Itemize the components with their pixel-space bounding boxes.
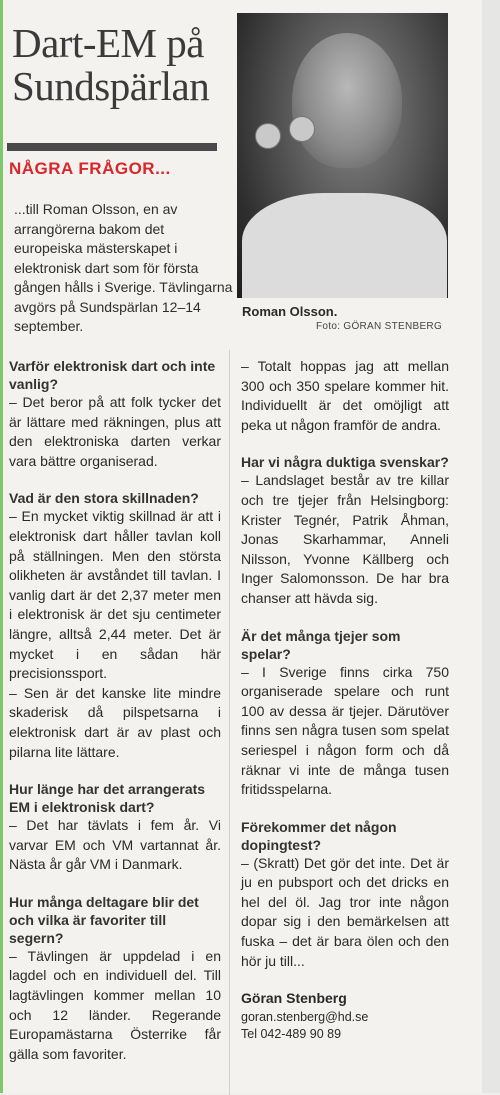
question: Hur länge har det arrangerats EM i elektronisk dart? [9, 781, 206, 816]
answer: – Landslaget består av tre killar och tre tjejer från Helsingborg: Krister Tegnér, Patrik Åhman, Jonas Skarhammar, Anneli Nilsson, Yvonne Källberg och Inger Salomonsson. De har bra chanser att hävda sig. [241, 472, 449, 606]
column-divider [229, 350, 230, 1095]
scan-edge-left [0, 0, 3, 1093]
byline-phone: Tel 042-489 90 89 [241, 1026, 342, 1041]
question: Är det många tjejer som spelar? [241, 627, 401, 662]
headline: Dart-EM på Sundspärlan [12, 20, 210, 109]
photo-subject-head [292, 33, 402, 168]
answer: – Tävlingen är uppdelad i en lagdel och en individuell del. Till lagtävlingen kommer mellan 10 och 12 länder. Regerande Europamästarna Österrike får gälla som favoriter. [9, 947, 221, 1062]
question: Har vi några duktiga svenskar? [241, 454, 449, 471]
photo-credit: Foto: GÖRAN STENBERG [316, 321, 443, 332]
portrait-photo [237, 13, 448, 298]
answer: – (Skratt) Det gör det inte. Det är ju en pubsport och det dricks en hel del öl. Jag tror inte någon dopar sig i den bemärkelsen att fuska – det är bara ölen och den hör ju till... [241, 854, 449, 969]
question: Hur många deltagare blir det och vilka är favoriter till segern? [9, 893, 199, 946]
answer: – Det har tävlats i fem år. Vi varvar EM och VM vartannat år. Nästa år går VM i Danmark. [9, 817, 221, 873]
scan-edge-right [482, 0, 500, 1093]
column-right [241, 357, 449, 1043]
answer: – Sen är det kanske lite mindre skaderisk då pilspetsarna i elektronisk dart är av plast och pilarna lite lättare. [9, 684, 221, 760]
photo-caption: Roman Olsson. [242, 304, 338, 319]
question: Förekommer det någon dopingtest? [241, 818, 397, 853]
kicker: NÅGRA FRÅGOR... [9, 159, 171, 178]
answer: – Det beror på att folk tycker det är lättare med räkningen, plus att den elektroniska darten verkar vara bättre organiserad. [9, 394, 221, 469]
answer: – Totalt hoppas jag att mellan 300 och 350 spelare kommer hit. Individuellt är det omöjligt att peka ut någon framför de andra. [241, 358, 449, 433]
photo-subject-shirt [242, 193, 447, 298]
byline-email: goran.stenberg@hd.se [241, 1009, 369, 1024]
question: Vad är den stora skillnaden? [9, 490, 199, 507]
column-left [9, 357, 221, 1064]
byline-name: Göran Stenberg [241, 990, 347, 1007]
dart-flight-icon [255, 123, 281, 149]
question: Varför elektronisk dart och inte vanlig? [9, 358, 216, 392]
dart-flight-icon [289, 116, 315, 142]
answer: – En mycket viktig skillnad är att i elektronisk dart håller tavlan koll på ställningen. Men den största olikheten är avståndet till tavlan. I vanlig dart är det 2,37 meter men i elektronisk är det sju centimeter längre, alltså 2,44 meter. Det är mycket i en sådan här precisionssport. [9, 508, 221, 682]
intro-text: ...till Roman Olsson, en av arrangörerna bakom det europeiska mästerskapet i elektronisk dart som för första gången hålls i Sverige. Tävlingarna avgörs på Sundspärlan 12–14 september. [14, 201, 233, 334]
headline-rule [7, 143, 217, 151]
answer: – I Sverige finns cirka 750 organiserade spelare och runt 100 av dessa är tjejer. Därutöver finns sen några tusen som spelat seriespel i någon form och då räknar vi inte de många tusen fritidsspelarna. [241, 663, 449, 798]
